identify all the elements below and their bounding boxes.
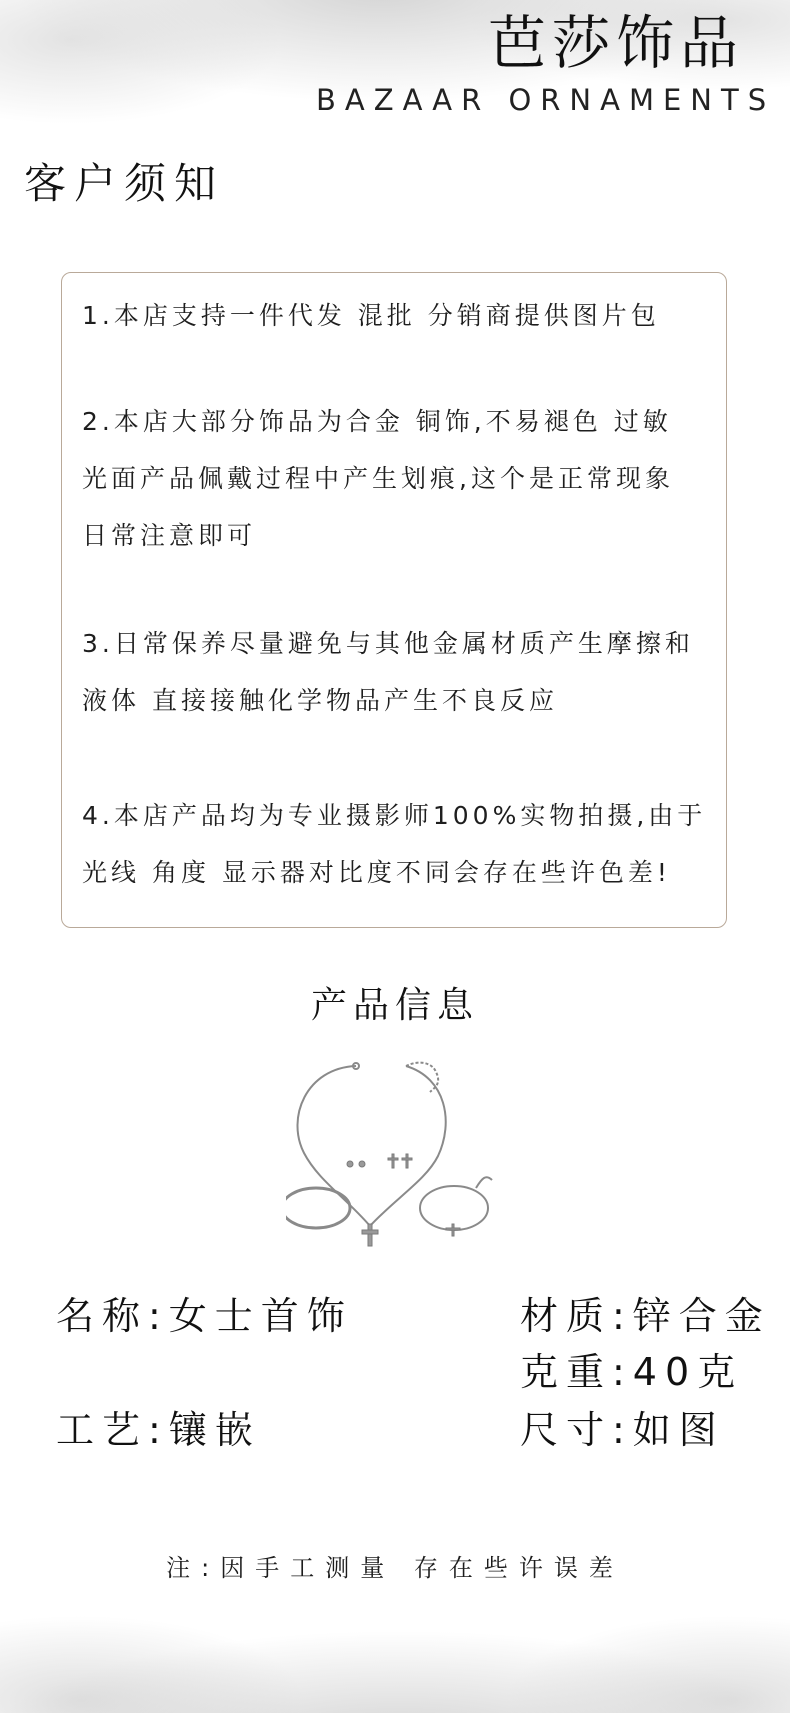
- cross-earring-left-v: [392, 1154, 394, 1168]
- brand-name-en: BAZAAR ORNAMENTS: [316, 83, 776, 117]
- bracelet-cross-h: [446, 1228, 460, 1230]
- bangle: [286, 1188, 350, 1228]
- stud-earring-left: [347, 1161, 353, 1167]
- notice-line: 2.本店大部分饰品为合金 铜饰,不易褪色 过敏: [82, 407, 672, 436]
- necklace-cross-horizontal: [362, 1230, 378, 1234]
- spec-craft: 工艺:镶嵌: [56, 1408, 261, 1452]
- notice-item-2: [82, 393, 722, 564]
- jewelry-set-photo: [286, 1058, 506, 1248]
- notice-line: 日常注意即可: [82, 521, 257, 550]
- notice-item-4: [82, 787, 722, 901]
- spec-name: 名称:女士首饰: [56, 1294, 353, 1338]
- notice-line: 1.本店支持一件代发 混批 分销商提供图片包: [82, 301, 660, 330]
- cross-earring-right-h: [402, 1158, 412, 1160]
- cross-earring-left-h: [388, 1158, 398, 1160]
- bracelet-tail: [476, 1177, 492, 1188]
- product-info-title: 产品信息: [310, 985, 479, 1026]
- notice-item-3: [82, 615, 722, 729]
- notice-item-1: [82, 287, 722, 344]
- spec-material: 材质:锌合金: [520, 1294, 771, 1338]
- notice-line: 光线 角度 显示器对比度不同会存在些许色差!: [82, 858, 671, 887]
- notice-title: 客户须知: [24, 159, 225, 208]
- cross-earring-right-v: [406, 1154, 408, 1168]
- notice-line: 液体 直接接触化学物品产生不良反应: [82, 686, 558, 715]
- notice-line: 4.本店产品均为专业摄影师100%实物拍摄,由于: [82, 801, 707, 830]
- notice-line: 光面产品佩戴过程中产生划痕,这个是正常现象: [82, 464, 674, 493]
- necklace-chain: [297, 1066, 445, 1226]
- bracelet: [420, 1186, 488, 1230]
- footer-note: 注:因手工测量 存在些许误差: [166, 1554, 624, 1582]
- stud-earring-right: [359, 1161, 365, 1167]
- spec-size: 尺寸:如图: [520, 1408, 725, 1452]
- notice-line: 3.日常保养尽量避免与其他金属材质产生摩擦和: [82, 629, 694, 658]
- necklace-cross-vertical: [368, 1224, 372, 1246]
- spec-weight: 克重:40克: [520, 1350, 744, 1394]
- brand-name-cn: 芭莎饰品: [488, 9, 745, 77]
- notice-box: [61, 272, 727, 928]
